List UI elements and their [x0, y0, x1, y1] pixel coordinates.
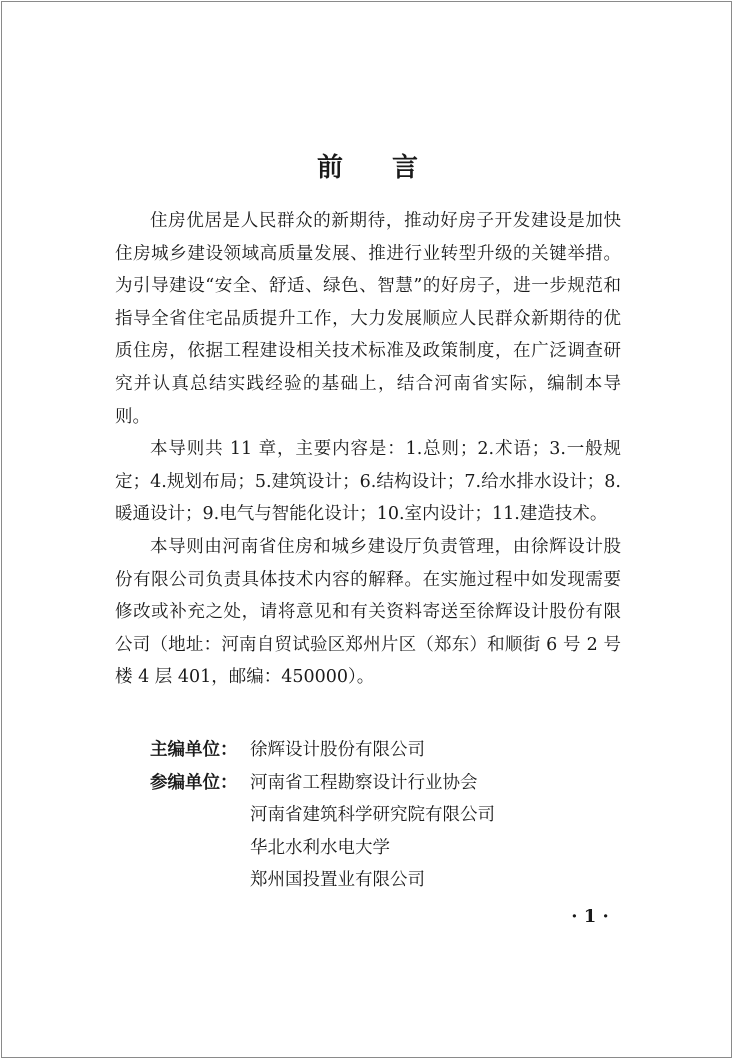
chief-editor-label: 主编单位：	[150, 740, 238, 760]
editing-units	[115, 734, 621, 897]
participating-editors-list	[250, 767, 495, 897]
page-title: 前 言	[316, 153, 439, 184]
participating-editors-label: 参编单位：	[150, 772, 238, 793]
participating-editors-row	[115, 767, 621, 897]
paragraph-chapters: 本导则共 11 章，主要内容是：1.总则；2.术语；3.一般规定；4.规划布局；5.建筑设计；6.结构设计；7.给水排水设计；8.暖通设计；9.电气与智能化设计；10.室内设计；11.建造技术。	[115, 439, 621, 525]
participating-unit: 郑州国投置业有限公司	[250, 870, 425, 891]
participating-unit: 河南省建筑科学研究院有限公司	[250, 805, 495, 826]
preface-body	[115, 205, 621, 694]
paragraph-contact: 本导则由河南省住房和城乡建设厅负责管理，由徐辉设计股份有限公司负责具体技术内容的解释。在实施过程中如发现需要修改或补充之处，请将意见和有关资料寄送至徐辉设计股份有限公司（地址：河南自贸试验区郑州片区（郑东）和顺街 6 号 2 号楼 4 层 401，邮编：450000）。	[115, 536, 621, 688]
paragraph-intro: 住房优居是人民群众的新期待，推动好房子开发建设是加快住房城乡建设领域高质量发展、推进行业转型升级的关键举措。为引导建设“安全、舒适、绿色、智慧”的好房子，进一步规范和指导全省住宅品质提升工作，大力发展顺应人民群众新期待的优质住房，依据工程建设相关技术标准及政策制度，在广泛调查研究并认真总结实践经验的基础上，结合河南省实际，编制本导则。	[115, 211, 621, 427]
chief-editor-unit: 徐辉设计股份有限公司	[250, 740, 425, 760]
participating-unit: 华北水利水电大学	[250, 837, 390, 858]
page-number: · 1 ·	[571, 906, 609, 927]
participating-unit: 河南省工程勘察设计行业协会	[250, 772, 478, 793]
chief-editor-row	[115, 734, 621, 767]
chief-editor-list	[250, 734, 425, 767]
